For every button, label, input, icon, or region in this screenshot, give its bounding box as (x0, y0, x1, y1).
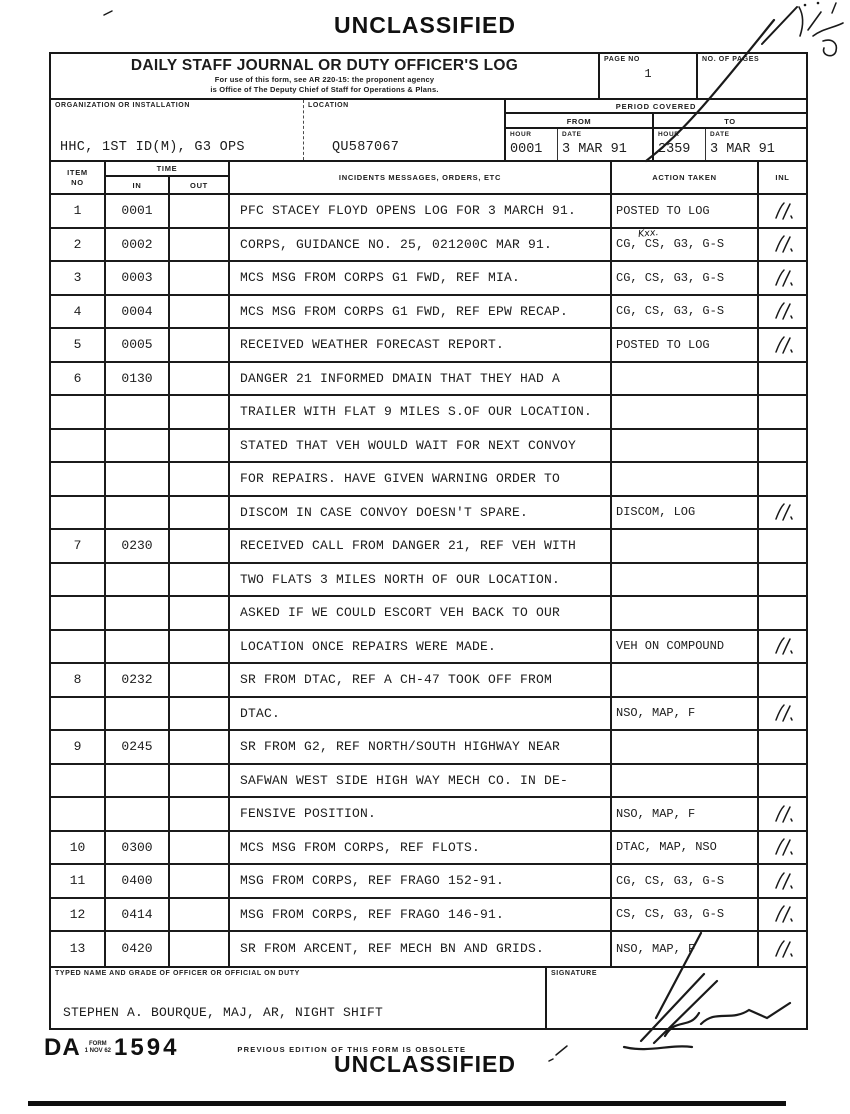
item-no-cell (51, 631, 106, 663)
table-row (51, 832, 806, 866)
time-out-cell (170, 329, 230, 361)
incident-cell: DTAC. (230, 698, 612, 730)
table-row (51, 798, 806, 832)
time-in-cell: 0300 (106, 832, 170, 864)
item-no-cell (51, 597, 106, 629)
initials-cell (759, 396, 806, 428)
time-out-cell (170, 798, 230, 830)
header-time-in: IN (106, 177, 170, 193)
item-no-cell: 1 (51, 195, 106, 227)
action-cell: CG, CS, G3, G-S Kxx. (612, 229, 759, 261)
time-in-cell: 0230 (106, 530, 170, 562)
to-hour-label: HOUR (658, 131, 680, 138)
time-out-cell (170, 229, 230, 261)
from-hour-label: HOUR (510, 131, 532, 138)
initials-cell (759, 899, 806, 931)
action-cell: POSTED TO LOG (612, 329, 759, 361)
initials-scribble (771, 635, 795, 657)
initials-cell (759, 363, 806, 395)
organization-label: ORGANIZATION OR INSTALLATION (55, 102, 191, 109)
header-initials: INL (775, 173, 790, 182)
incident-cell: DISCOM IN CASE CONVOY DOESN'T SPARE. (230, 497, 612, 529)
time-out-cell (170, 731, 230, 763)
journal-table-header (51, 162, 806, 195)
initials-cell (759, 430, 806, 462)
action-cell: CG, CS, G3, G-S (612, 865, 759, 897)
time-in-cell (106, 497, 170, 529)
incident-cell: MCS MSG FROM CORPS, REF FLOTS. (230, 832, 612, 864)
item-no-cell: 6 (51, 363, 106, 395)
handwritten-note: Kxx. (637, 226, 660, 240)
item-no-cell (51, 396, 106, 428)
initials-cell (759, 597, 806, 629)
table-row (51, 530, 806, 564)
location-label: LOCATION (308, 102, 349, 109)
incident-cell: STATED THAT VEH WOULD WAIT FOR NEXT CONVOY (230, 430, 612, 462)
table-row (51, 430, 806, 464)
time-in-cell: 0232 (106, 664, 170, 696)
form-title-band (51, 54, 806, 100)
table-row (51, 631, 806, 665)
typed-name-value: STEPHEN A. BOURQUE, MAJ, AR, NIGHT SHIFT (63, 1004, 384, 1020)
item-no-cell (51, 430, 106, 462)
incident-cell: PFC STACEY FLOYD OPENS LOG FOR 3 MARCH 91. (230, 195, 612, 227)
initials-cell (759, 195, 806, 227)
incident-cell: MCS MSG FROM CORPS G1 FWD, REF MIA. (230, 262, 612, 294)
time-in-cell: 0001 (106, 195, 170, 227)
from-hour-value: 0001 (510, 142, 543, 157)
classification-banner-top: UNCLASSIFIED (334, 12, 516, 38)
form-prefix: DA (44, 1034, 81, 1061)
form-subtitle-line2: is Office of The Deputy Chief of Staff for Operations & Plans. (210, 84, 439, 94)
time-in-cell: 0130 (106, 363, 170, 395)
action-cell (612, 664, 759, 696)
time-in-cell (106, 463, 170, 495)
incident-cell: RECEIVED CALL FROM DANGER 21, REF VEH WITH (230, 530, 612, 562)
initials-cell (759, 765, 806, 797)
incident-cell: DANGER 21 INFORMED DMAIN THAT THEY HAD A (230, 363, 612, 395)
form-date: 1 NOV 62 (84, 1048, 112, 1055)
incident-cell: MSG FROM CORPS, REF FRAGO 152-91. (230, 865, 612, 897)
time-in-cell: 0420 (106, 932, 170, 966)
time-in-cell (106, 597, 170, 629)
action-cell (612, 597, 759, 629)
time-out-cell (170, 631, 230, 663)
action-cell (612, 463, 759, 495)
time-in-cell: 0245 (106, 731, 170, 763)
header-time-label: TIME (106, 162, 228, 177)
table-row (51, 698, 806, 732)
item-no-cell: 4 (51, 296, 106, 328)
time-out-cell (170, 463, 230, 495)
initials-cell (759, 296, 806, 328)
table-row (51, 664, 806, 698)
time-out-cell (170, 296, 230, 328)
item-no-cell: 11 (51, 865, 106, 897)
initials-cell (759, 631, 806, 663)
table-row (51, 865, 806, 899)
initials-scribble (771, 803, 795, 825)
item-no-cell: 5 (51, 329, 106, 361)
header-item-line2: NO (71, 177, 84, 187)
time-out-cell (170, 195, 230, 227)
obsolete-note: PREVIOUS EDITION OF THIS FORM IS OBSOLETE (237, 1045, 467, 1054)
to-date-value: 3 MAR 91 (710, 142, 775, 157)
header-incidents: INCIDENTS MESSAGES, ORDERS, ETC (230, 162, 612, 193)
time-in-cell (106, 698, 170, 730)
signature-cell (547, 968, 806, 1028)
initials-cell (759, 530, 806, 562)
period-covered-label: PERIOD COVERED (506, 100, 806, 114)
initials-scribble (771, 233, 795, 255)
table-row (51, 899, 806, 933)
item-no-cell: 10 (51, 832, 106, 864)
organization-cell (51, 100, 304, 160)
time-in-cell (106, 631, 170, 663)
signature-label: SIGNATURE (551, 969, 598, 977)
classification-banner-bottom: UNCLASSIFIED (334, 1051, 516, 1077)
page-no-value: 1 (644, 67, 652, 81)
to-hour-value: 2359 (658, 142, 691, 157)
initials-cell (759, 463, 806, 495)
item-no-cell (51, 497, 106, 529)
initials-cell (759, 262, 806, 294)
form-subtitle-line1: For use of this form, see AR 220-15: the proponent agency (214, 75, 435, 84)
incident-cell: MSG FROM CORPS, REF FRAGO 146-91. (230, 899, 612, 931)
from-date-label: DATE (562, 131, 582, 138)
table-row (51, 396, 806, 430)
period-to-label: TO (724, 117, 736, 126)
header-item-no (51, 162, 106, 193)
time-out-cell (170, 865, 230, 897)
action-cell (612, 430, 759, 462)
from-hour-cell (506, 129, 558, 160)
header-time-out: OUT (190, 180, 208, 190)
initials-scribble (771, 870, 795, 892)
page-no-cell (600, 54, 698, 98)
time-in-cell: 0004 (106, 296, 170, 328)
time-out-cell (170, 262, 230, 294)
table-row (51, 363, 806, 397)
table-row (51, 497, 806, 531)
initials-scribble (771, 300, 795, 322)
action-cell: DTAC, MAP, NSO (612, 832, 759, 864)
scan-artifact-line (28, 1101, 786, 1106)
typed-name-cell (51, 968, 547, 1028)
initials-scribble (771, 903, 795, 925)
initials-cell (759, 832, 806, 864)
table-row (51, 932, 806, 966)
initials-cell (759, 497, 806, 529)
action-cell: VEH ON COMPOUND (612, 631, 759, 663)
to-date-label: DATE (710, 131, 730, 138)
time-in-cell (106, 564, 170, 596)
typed-name-label: TYPED NAME AND GRADE OF OFFICER OR OFFICIAL ON DUTY (55, 969, 300, 977)
action-cell: POSTED TO LOG (612, 195, 759, 227)
initials-scribble (771, 267, 795, 289)
from-date-value: 3 MAR 91 (562, 142, 627, 157)
incident-cell: LOCATION ONCE REPAIRS WERE MADE. (230, 631, 612, 663)
item-no-cell (51, 698, 106, 730)
action-cell: NSO, MAP, F (612, 798, 759, 830)
table-row (51, 765, 806, 799)
item-no-cell: 9 (51, 731, 106, 763)
action-cell: CG, CS, G3, G-S (612, 262, 759, 294)
time-in-cell (106, 396, 170, 428)
incident-cell: FENSIVE POSITION. (230, 798, 612, 830)
time-in-cell: 0414 (106, 899, 170, 931)
time-out-cell (170, 530, 230, 562)
time-out-cell (170, 765, 230, 797)
action-cell: NSO, MAP, F (612, 932, 759, 966)
item-no-cell: 2 (51, 229, 106, 261)
da-form-1594 (49, 52, 808, 1030)
initials-scribble (771, 702, 795, 724)
period-from-label: FROM (506, 114, 654, 127)
time-in-cell (106, 798, 170, 830)
organization-band (51, 100, 806, 162)
action-cell: NSO, MAP, F (612, 698, 759, 730)
initials-cell (759, 865, 806, 897)
incident-cell: MCS MSG FROM CORPS G1 FWD, REF EPW RECAP. (230, 296, 612, 328)
item-no-cell: 8 (51, 664, 106, 696)
header-time (106, 162, 230, 193)
header-item-line1: ITEM (67, 167, 88, 177)
item-no-cell (51, 564, 106, 596)
item-no-cell (51, 765, 106, 797)
time-in-cell: 0002 (106, 229, 170, 261)
incident-cell: SAFWAN WEST SIDE HIGH WAY MECH CO. IN DE- (230, 765, 612, 797)
initials-cell (759, 932, 806, 966)
time-out-cell (170, 698, 230, 730)
incident-cell: TRAILER WITH FLAT 9 MILES S.OF OUR LOCATION. (230, 396, 612, 428)
incident-cell: RECEIVED WEATHER FORECAST REPORT. (230, 329, 612, 361)
incident-cell: SR FROM DTAC, REF A CH-47 TOOK OFF FROM (230, 664, 612, 696)
location-value: QU587067 (332, 140, 400, 155)
action-cell (612, 765, 759, 797)
item-no-cell: 13 (51, 932, 106, 966)
initials-cell (759, 329, 806, 361)
to-hour-cell (654, 129, 706, 160)
time-in-cell (106, 765, 170, 797)
initials-scribble (771, 938, 795, 960)
time-out-cell (170, 430, 230, 462)
time-out-cell (170, 497, 230, 529)
signature-band (51, 966, 806, 1028)
time-in-cell: 0400 (106, 865, 170, 897)
table-row (51, 564, 806, 598)
form-title: DAILY STAFF JOURNAL OR DUTY OFFICER'S LOG (130, 57, 519, 74)
table-row (51, 597, 806, 631)
time-in-cell: 0003 (106, 262, 170, 294)
period-covered-cell (506, 100, 806, 160)
form-number: 1594 (114, 1034, 180, 1061)
initials-scribble (771, 334, 795, 356)
initials-cell (759, 698, 806, 730)
table-row (51, 296, 806, 330)
table-row (51, 195, 806, 229)
item-no-cell (51, 463, 106, 495)
action-cell: CS, CS, G3, G-S (612, 899, 759, 931)
incident-cell: CORPS, GUIDANCE NO. 25, 021200C MAR 91. (230, 229, 612, 261)
form-title-cell (51, 54, 600, 98)
journal-rows (51, 195, 806, 966)
incident-cell: ASKED IF WE COULD ESCORT VEH BACK TO OUR (230, 597, 612, 629)
initials-cell (759, 664, 806, 696)
time-out-cell (170, 564, 230, 596)
time-in-cell: 0005 (106, 329, 170, 361)
time-out-cell (170, 664, 230, 696)
header-action-taken: ACTION TAKEN (612, 162, 759, 193)
time-out-cell (170, 899, 230, 931)
item-no-cell: 3 (51, 262, 106, 294)
time-out-cell (170, 396, 230, 428)
action-cell (612, 363, 759, 395)
incident-cell: FOR REPAIRS. HAVE GIVEN WARNING ORDER TO (230, 463, 612, 495)
action-cell (612, 564, 759, 596)
organization-value: HHC, 1ST ID(M), G3 OPS (60, 140, 245, 155)
to-date-cell (706, 129, 806, 160)
table-row (51, 262, 806, 296)
incident-cell: TWO FLATS 3 MILES NORTH OF OUR LOCATION. (230, 564, 612, 596)
item-no-cell (51, 798, 106, 830)
table-row (51, 226, 806, 263)
action-cell: CG, CS, G3, G-S (612, 296, 759, 328)
initials-cell (759, 731, 806, 763)
initials-cell (759, 798, 806, 830)
item-no-cell: 7 (51, 530, 106, 562)
from-date-cell (558, 129, 654, 160)
item-no-cell: 12 (51, 899, 106, 931)
form-word: FORM (89, 1041, 107, 1047)
time-out-cell (170, 832, 230, 864)
time-out-cell (170, 597, 230, 629)
initials-cell (759, 564, 806, 596)
no-of-pages-cell (698, 54, 806, 98)
location-cell (304, 100, 506, 160)
time-in-cell (106, 430, 170, 462)
action-cell (612, 731, 759, 763)
initials-scribble (771, 836, 795, 858)
table-row (51, 463, 806, 497)
action-cell (612, 396, 759, 428)
incident-cell: SR FROM G2, REF NORTH/SOUTH HIGHWAY NEAR (230, 731, 612, 763)
action-cell (612, 530, 759, 562)
incident-cell: SR FROM ARCENT, REF MECH BN AND GRIDS. (230, 932, 612, 966)
time-out-cell (170, 363, 230, 395)
initials-cell (759, 229, 806, 261)
table-row (51, 731, 806, 765)
page-no-label: PAGE NO (604, 56, 640, 63)
action-cell: DISCOM, LOG (612, 497, 759, 529)
initials-scribble (771, 200, 795, 222)
initials-scribble (771, 501, 795, 523)
table-row (51, 329, 806, 363)
time-out-cell (170, 932, 230, 966)
no-of-pages-label: NO. OF PAGES (702, 56, 760, 63)
